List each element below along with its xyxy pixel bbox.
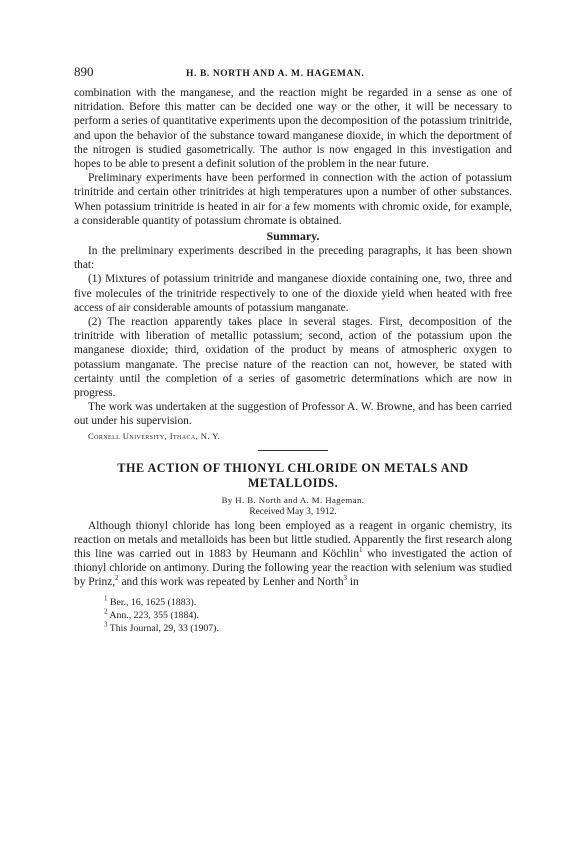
footnote-text: Ann., 223, 355 (1884). (109, 609, 199, 621)
footnote (104, 596, 512, 609)
article-byline: By H. B. North and A. M. Hageman. (221, 494, 365, 505)
paragraph-continued: combination with the manganese, and the reaction might be regarded in a sense as one of nitridation. Before this matter can be decided one way or the other, it will be necessary to perform a series of quantitative experiments upon the decomposition of the potassium trinitride, and upon the behavior of the substance toward manganese dioxide, in which the deportment of the nitrogen is studied gasometrically. The author is now engaged in this investigation and hopes to be able to present a definit solution of the problem in the near future. (74, 87, 512, 171)
summary-heading: Summary. (266, 229, 320, 244)
page-number: 890 (74, 64, 94, 79)
journal-page (74, 64, 512, 635)
footnote-text: This Journal, 29, 33 (1907). (109, 623, 219, 635)
footnote-ref-2[interactable]: 2 (115, 574, 119, 583)
paragraph-summary-point-1: (1) Mixtures of potassium trinitride and manganese dioxide containing one, two, three and five molecules of the trinitride respectively to one of the dioxide yield when heated with free access of air considerable amounts of potassium manganate. (74, 273, 512, 314)
footnote-text: Ber., 16, 1625 (1883). (109, 596, 197, 608)
received-date: Received May 3, 1912. (249, 506, 337, 517)
page-header (74, 64, 512, 86)
body-text: who investigated the action of thionyl chloride on antimony. During the following year the reaction with selenium was studied by Prinz, (74, 548, 512, 589)
body-text: Although thionyl chloride has long been employed as a reagent in organic chemistry, its reaction on metals and metalloids has been but little studied. Apparently the first research along this line was carried out in 1883 by Heumann and Köchlin (74, 519, 512, 561)
body-text: in (347, 576, 359, 589)
footnote-ref-3[interactable]: 3 (343, 574, 348, 583)
footnote-mark: 3 (104, 620, 108, 629)
paragraph-acknowledgement: The work was undertaken at the suggestion of Professor A. W. Browne, and has been carried out under his supervision. (74, 401, 512, 428)
paragraph-preliminary: Preliminary experiments have been performed in connection with the action of potassium trinitride and certain other trinitrides at high temperatures upon a number of other substances. When potassium trinitride is heated in air for a few moments with chromic oxide, for example, a considerable quantity of potassium chromate is obtained. (74, 172, 512, 227)
paragraph-summary-point-2: (2) The reaction apparently takes place in several stages. First, decomposition of the trinitride with liberation of metallic potassium; second, action of the potassium upon the manganese dioxide; third, oxidation of the product by means of atmospheric oxygen to potassium manganate. The precise nature of the reaction can not, however, be stated with certainty until the completion of a series of gasometric determinations which are now in progress. (74, 316, 512, 400)
footnote (104, 609, 512, 622)
footnote-mark: 1 (104, 594, 108, 603)
body-text: and this work was repeated by Lenher and North (118, 576, 344, 589)
article-title: THE ACTION OF THIONYL CHLORIDE ON METALS AND METALLOIDS. (117, 460, 469, 491)
section-divider (258, 450, 328, 451)
footnote-ref-1[interactable]: 1 (359, 546, 363, 555)
footnote (104, 622, 512, 635)
affiliation: Cornell University, Ithaca, N. Y. (88, 430, 221, 441)
article-body-paragraph (74, 519, 512, 590)
footnotes (74, 596, 512, 636)
running-head: H. B. NORTH AND A. M. HAGEMAN. (186, 69, 365, 79)
paragraph-summary-intro: In the preliminary experiments described in the preceding paragraphs, it has been shown that: (74, 245, 512, 272)
footnote-mark: 2 (104, 607, 108, 616)
